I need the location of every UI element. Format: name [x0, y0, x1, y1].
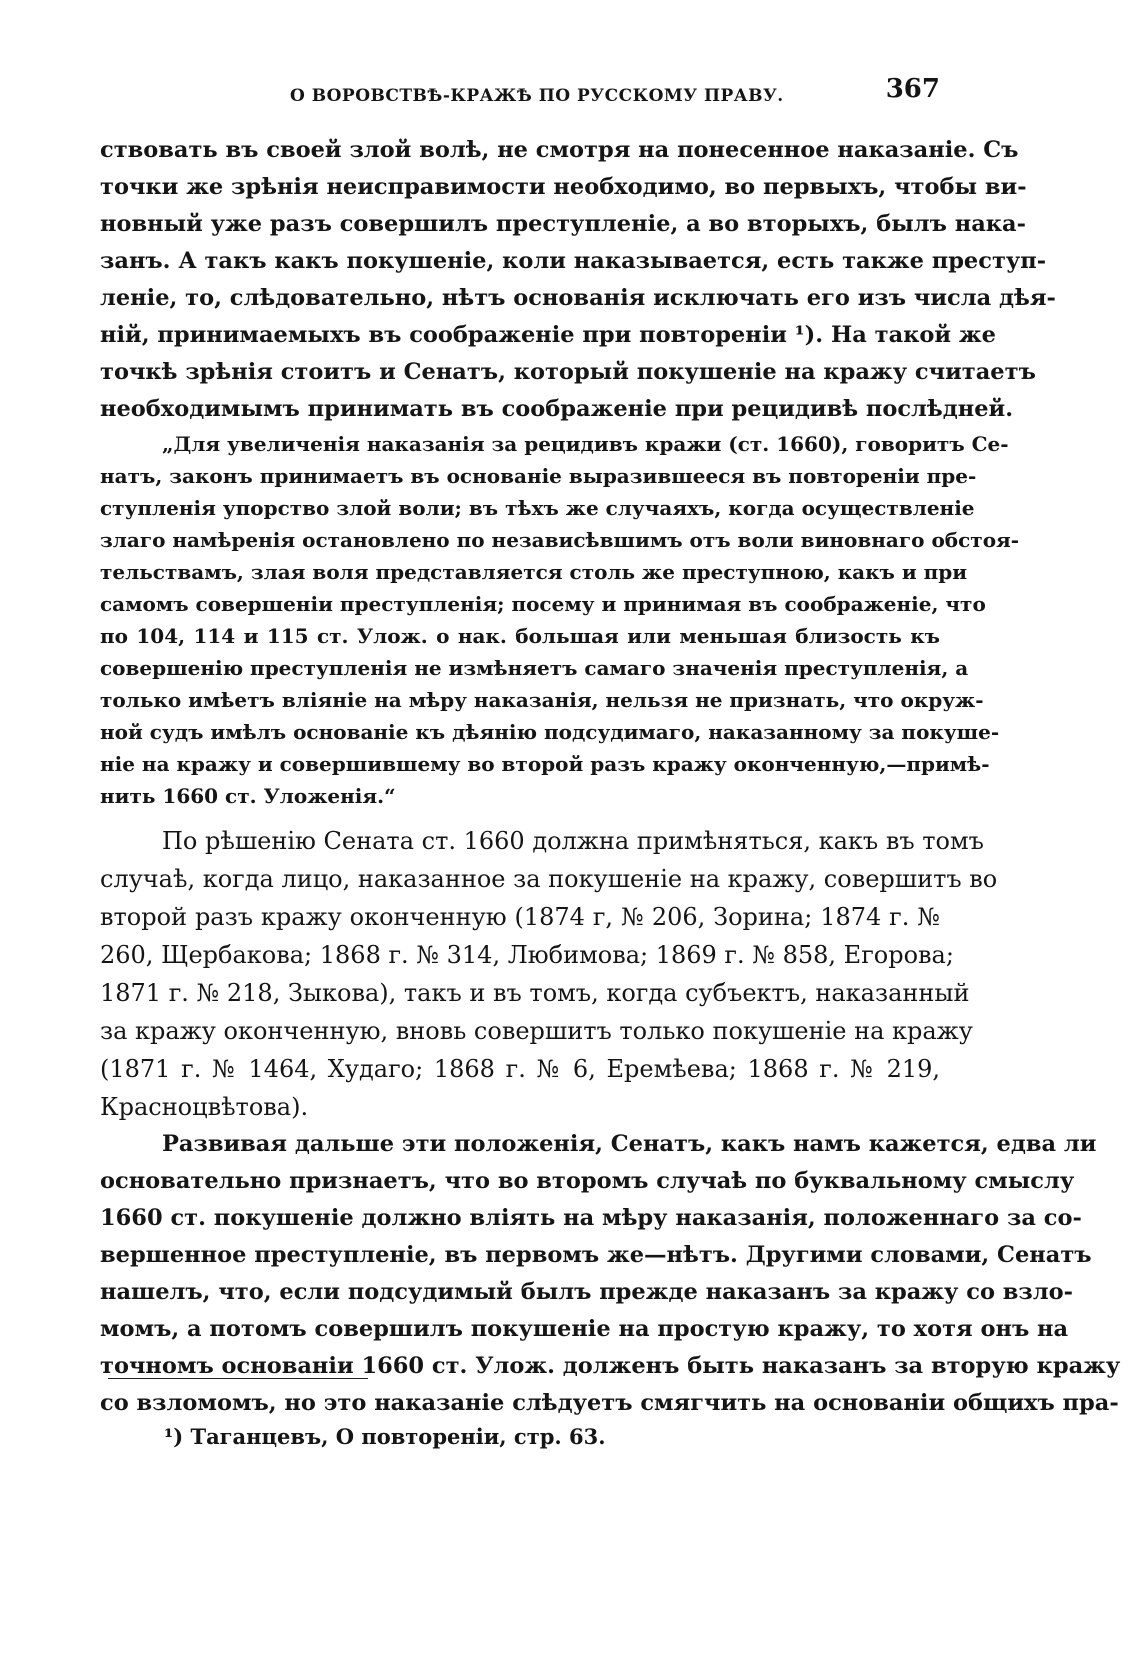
- quote-line: ніе на кражу и совершившему во второй разъ кражу оконченную,—примѣ-: [100, 752, 990, 776]
- text-line: за кражу оконченную, вновь совершитъ только покушеніе на кражу: [100, 1017, 973, 1045]
- text-line: со взломомъ, но это наказаніе слѣдуетъ смягчить на основаніи общихъ пра-: [100, 1390, 1119, 1416]
- text-line: второй разъ кражу оконченную (1874 г, № 206, Зорина; 1874 г. №: [100, 903, 940, 931]
- text-line: вершенное преступленіе, въ первомъ же—нѣтъ. Другими словами, Сенатъ: [100, 1242, 1092, 1268]
- text-line: 1660 ст. покушеніе должно вліять на мѣру наказанія, положеннаго за со-: [100, 1205, 1082, 1231]
- footnote: ¹) Таганцевъ, О повтореніи, стр. 63.: [164, 1424, 606, 1449]
- text-line: момъ, а потомъ совершилъ покушеніе на простую кражу, то хотя онъ на: [100, 1316, 1069, 1342]
- paragraph-gap: [100, 812, 940, 822]
- text-line: основательно признаетъ, что во второмъ случаѣ по буквальному смыслу: [100, 1168, 1075, 1194]
- quote-line: ной судъ имѣлъ основаніе къ дѣянію подсудимаго, наказанному за покуше-: [100, 720, 1000, 744]
- text-line: точномъ основаніи 1660 ст. Улож. долженъ быть наказанъ за вторую кражу: [100, 1353, 1121, 1379]
- running-title: О ВОРОВСТВѢ-КРАЖѢ ПО РУССКОМУ ПРАВУ.: [290, 86, 784, 106]
- text-line: нашелъ, что, если подсудимый былъ прежде наказанъ за кражу со взло-: [100, 1279, 1074, 1305]
- quote-line: самомъ совершеніи преступленія; посему и принимая въ соображеніе, что: [100, 592, 986, 616]
- footnote-divider: [108, 1378, 368, 1379]
- paragraph-2: [100, 822, 998, 1126]
- text-line: новный уже разъ совершилъ преступленіе, а во вторыхъ, былъ нака-: [100, 211, 1026, 237]
- text-line: 260, Щербакова; 1868 г. № 314, Любимова; 1869 г. № 858, Егорова;: [100, 941, 954, 969]
- quote-line: только имѣетъ вліяніе на мѣру наказанія, нельзя не признать, что окруж-: [100, 688, 984, 712]
- text-line: По рѣшенію Сената ст. 1660 должна примѣняться, какъ въ томъ: [162, 827, 984, 855]
- text-line: 1871 г. № 218, Зыкова), такъ и въ томъ, когда субъектъ, наказанный: [100, 979, 970, 1007]
- paragraph-1: [100, 132, 1056, 428]
- text-line: ствовать въ своей злой волѣ, не смотря на понесенное наказаніе. Съ: [100, 137, 1019, 163]
- text-line: занъ. А такъ какъ покушеніе, коли наказывается, есть также преступ-: [100, 248, 1047, 274]
- text-line: ній, принимаемыхъ въ соображеніе при повтореніи ¹). На такой же: [100, 322, 996, 348]
- quote-line: нить 1660 ст. Уложенія.“: [100, 784, 396, 808]
- quote-line: ступленія упорство злой воли; въ тѣхъ же случаяхъ, когда осуществленіе: [100, 496, 975, 520]
- quote-line: по 104, 114 и 115 ст. Улож. о нак. большая или меньшая близость къ: [100, 624, 940, 648]
- page-header: [100, 74, 940, 114]
- body-text: [100, 132, 1121, 1422]
- quote-line: тельствамъ, злая воля представляется столь же преступною, какъ и при: [100, 560, 968, 584]
- text-line: леніе, то, слѣдовательно, нѣтъ основанія исключать его изъ числа дѣя-: [100, 285, 1056, 311]
- text-line: Развивая дальше эти положенія, Сенатъ, какъ намъ кажется, едва ли: [162, 1131, 1097, 1157]
- quote-line: натъ, законъ принимаетъ въ основаніе выразившееся въ повтореніи пре-: [100, 464, 977, 488]
- senate-quote: [100, 428, 1020, 812]
- quote-line: злаго намѣренія остановлено по независѣвшимъ отъ воли виновнаго обстоя-: [100, 528, 1020, 552]
- text-line: необходимымъ принимать въ соображеніе при рецидивѣ послѣдней.: [100, 396, 1014, 422]
- quote-line: „Для увеличенія наказанія за рецидивъ кражи (ст. 1660), говоритъ Се-: [162, 432, 1009, 456]
- text-line: случаѣ, когда лицо, наказанное за покушеніе на кражу, совершитъ во: [100, 865, 998, 893]
- text-line: (1871 г. № 1464, Худаго; 1868 г. № 6, Еремѣева; 1868 г. № 219,: [100, 1055, 940, 1083]
- text-line: Красноцвѣтова).: [100, 1093, 309, 1121]
- text-line: точки же зрѣнія неисправимости необходимо, во первыхъ, чтобы ви-: [100, 174, 1027, 200]
- quote-line: совершенію преступленія не измѣняетъ самаго значенія преступленія, а: [100, 656, 969, 680]
- text-line: точкѣ зрѣнія стоитъ и Сенатъ, который покушеніе на кражу считаетъ: [100, 359, 1036, 385]
- page-number: 367: [885, 74, 940, 104]
